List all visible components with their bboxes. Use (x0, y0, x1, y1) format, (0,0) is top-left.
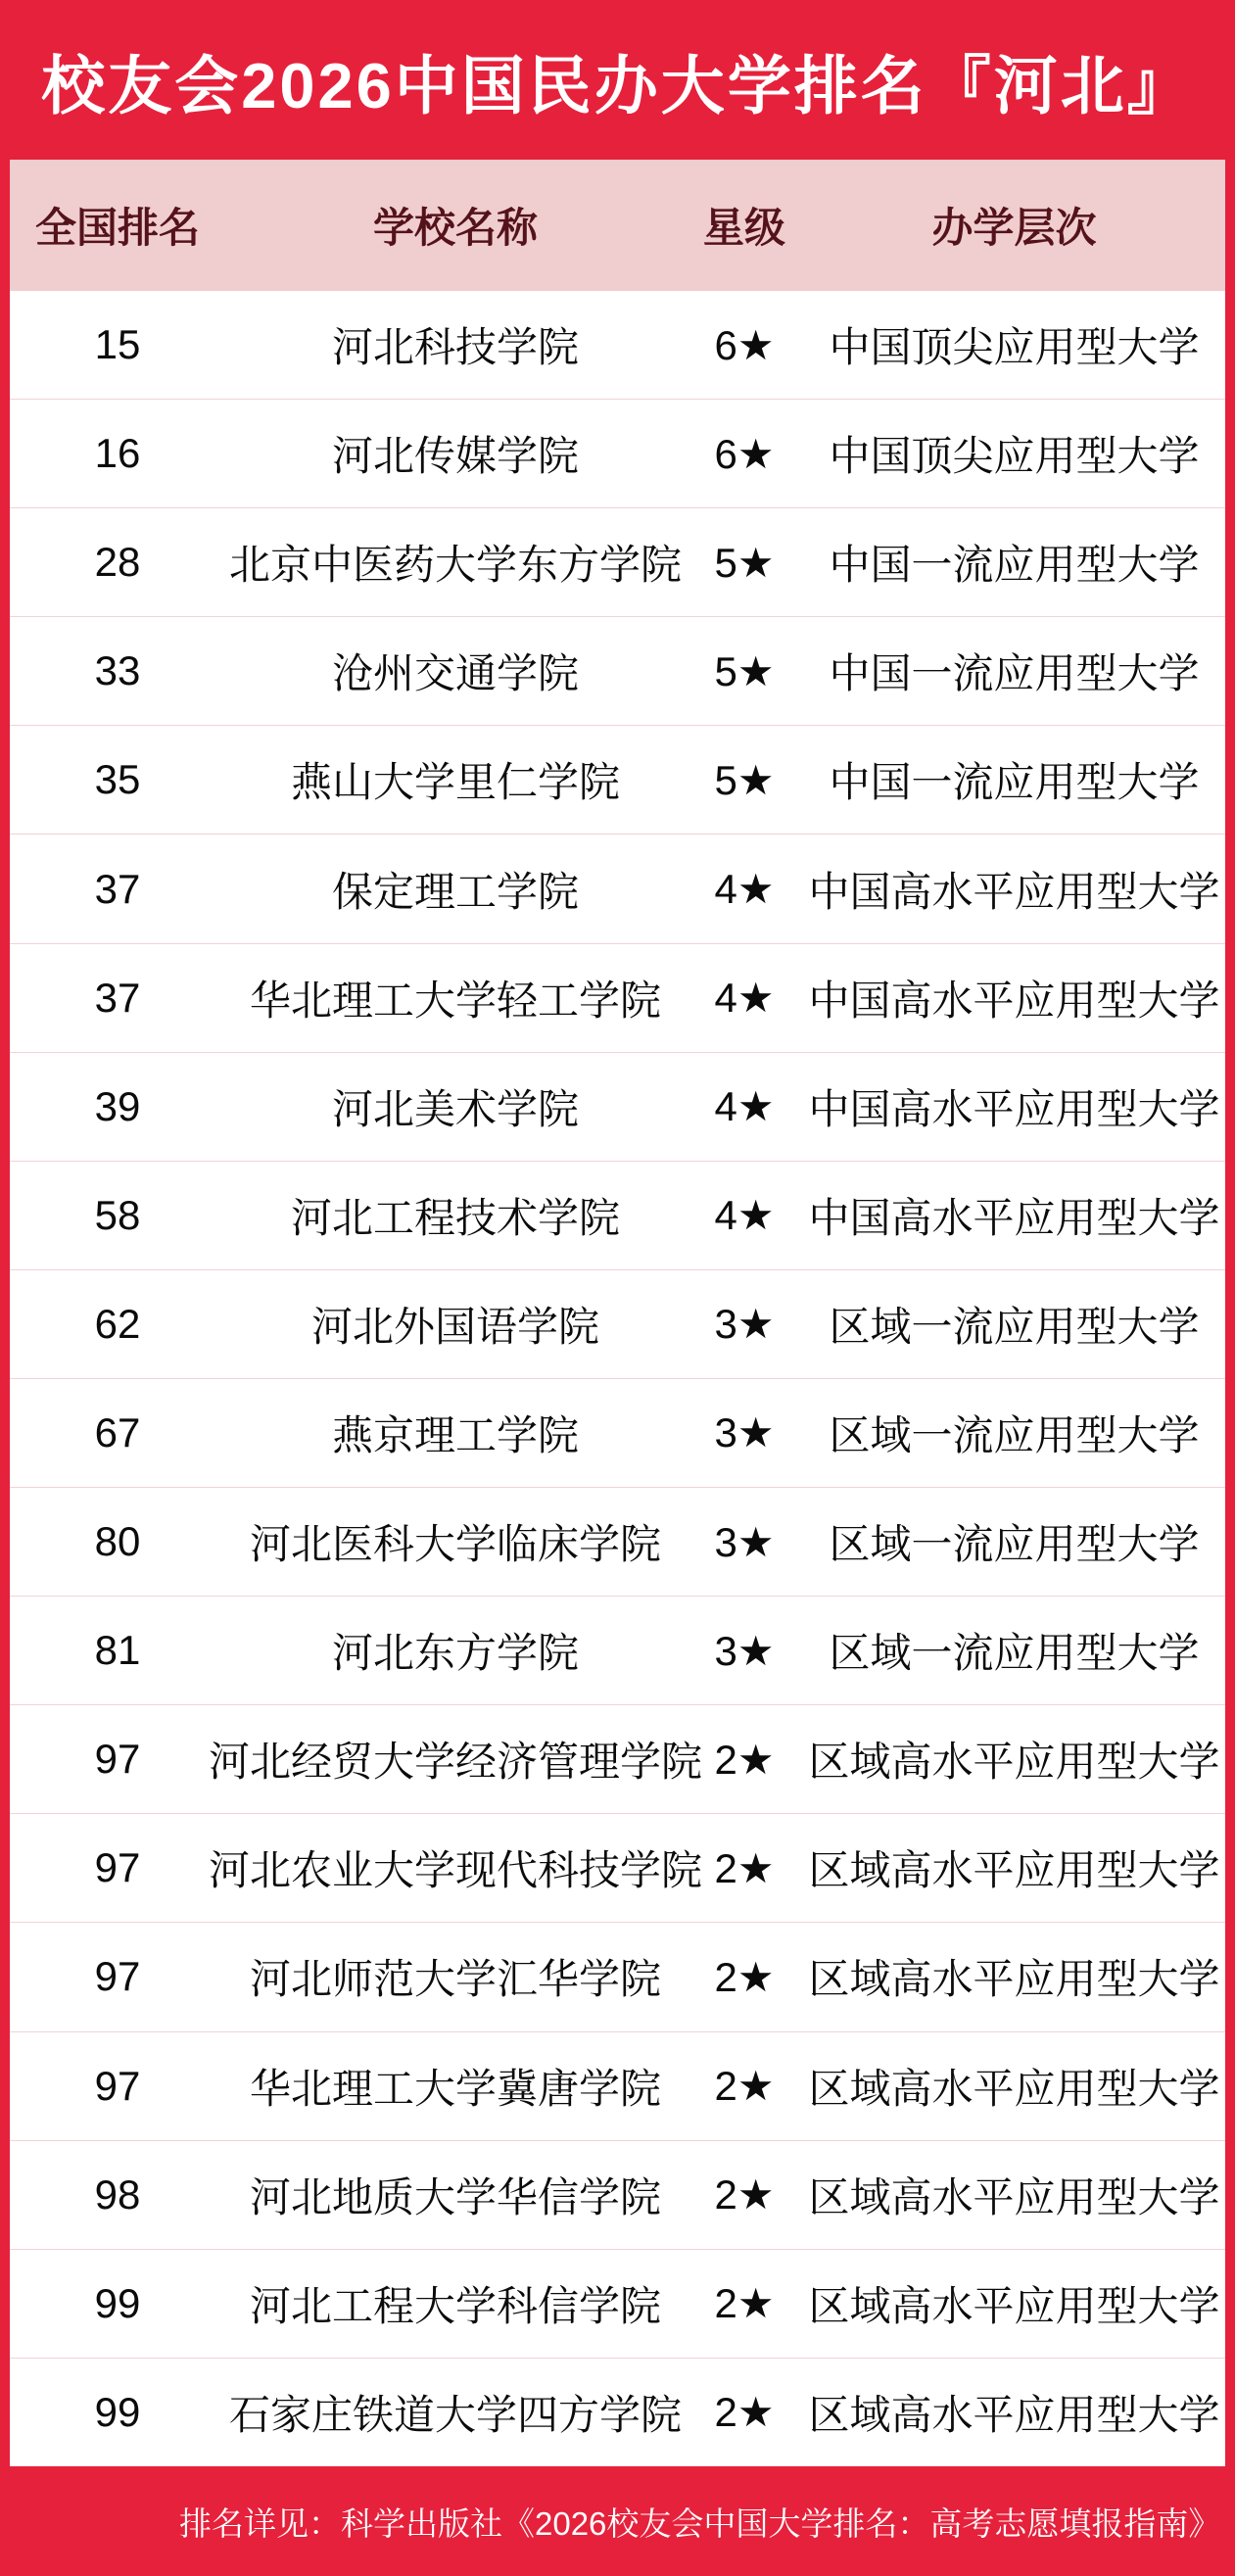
table-header-row (10, 160, 1225, 291)
header-cell-national-rank: 全国排名 (34, 205, 200, 251)
table-row (10, 2249, 1225, 2358)
cell-rank: 99 (94, 2279, 141, 2326)
cell-school-level: 区域高水平应用型大学 (808, 2065, 1220, 2112)
cell-school-level: 区域一流应用型大学 (829, 1303, 1200, 1350)
cell-school-level: 中国高水平应用型大学 (808, 1194, 1220, 1241)
cell-school-level: 中国高水平应用型大学 (808, 868, 1220, 915)
table-row (10, 2031, 1225, 2140)
cell-star-rating: 2★ (714, 2389, 775, 2436)
cell-rank: 35 (94, 756, 141, 803)
table-row (10, 1269, 1225, 1378)
cell-star-rating: 5★ (714, 756, 775, 803)
cell-school-level: 区域高水平应用型大学 (808, 2173, 1220, 2220)
cell-star-rating: 4★ (714, 866, 775, 913)
cell-rank: 97 (94, 1736, 141, 1783)
cell-school-level: 区域高水平应用型大学 (808, 1739, 1220, 1786)
cell-school-name: 华北理工大学轻工学院 (249, 977, 661, 1024)
cell-rank: 97 (94, 1953, 141, 2000)
cell-rank: 98 (94, 2171, 141, 2218)
cell-star-rating: 6★ (714, 321, 775, 368)
table-row (10, 943, 1225, 1052)
cell-star-rating: 2★ (714, 2063, 775, 2110)
table-row (10, 1704, 1225, 1813)
cell-school-name: 河北农业大学现代科技学院 (209, 1847, 703, 1894)
cell-school-name: 河北传媒学院 (331, 433, 579, 480)
table-row (10, 2140, 1225, 2249)
cell-school-name: 保定理工学院 (331, 868, 579, 915)
cell-school-name: 北京中医药大学东方学院 (228, 542, 682, 589)
cell-star-rating: 4★ (714, 1192, 775, 1239)
cell-school-level: 区域高水平应用型大学 (808, 2391, 1220, 2438)
cell-school-name: 华北理工大学冀唐学院 (249, 2065, 661, 2112)
table-row (10, 725, 1225, 834)
cell-school-name: 河北美术学院 (331, 1085, 579, 1132)
cell-school-level: 中国一流应用型大学 (829, 759, 1200, 806)
table-row (10, 2358, 1225, 2466)
cell-school-level: 中国顶尖应用型大学 (829, 324, 1200, 371)
title-band (0, 0, 1235, 160)
cell-school-name: 河北东方学院 (331, 1630, 579, 1677)
cell-star-rating: 4★ (714, 975, 775, 1022)
page-title: 校友会2026中国民办大学排名『河北』 (41, 49, 1194, 121)
cell-star-rating: 3★ (714, 1518, 775, 1565)
cell-school-name: 石家庄铁道大学四方学院 (228, 2391, 682, 2438)
cell-rank: 16 (94, 430, 141, 477)
cell-star-rating: 4★ (714, 1083, 775, 1130)
cell-star-rating: 5★ (714, 647, 775, 694)
table-row (10, 1813, 1225, 1922)
cell-school-name: 河北工程大学科信学院 (249, 2282, 661, 2329)
ranking-table (10, 160, 1225, 2466)
table-row (10, 399, 1225, 507)
cell-school-name: 河北经贸大学经济管理学院 (209, 1739, 703, 1786)
table-row (10, 291, 1225, 399)
cell-school-level: 中国一流应用型大学 (829, 650, 1200, 697)
cell-rank: 37 (94, 865, 141, 912)
cell-school-name: 燕山大学里仁学院 (290, 759, 620, 806)
cell-rank: 80 (94, 1518, 141, 1565)
cell-star-rating: 5★ (714, 539, 775, 586)
cell-rank: 39 (94, 1082, 141, 1129)
table-row (10, 1378, 1225, 1487)
cell-school-name: 沧州交通学院 (331, 650, 579, 697)
cell-rank: 97 (94, 1844, 141, 1891)
cell-school-name: 河北科技学院 (331, 324, 579, 371)
header-cell-star-rating: 星级 (702, 205, 785, 251)
cell-school-name: 河北地质大学华信学院 (249, 2173, 661, 2220)
table-body (10, 291, 1225, 2466)
cell-school-level: 区域一流应用型大学 (829, 1411, 1200, 1458)
cell-school-level: 中国高水平应用型大学 (808, 1085, 1220, 1132)
table-row (10, 1052, 1225, 1161)
cell-star-rating: 2★ (714, 2280, 775, 2327)
cell-star-rating: 2★ (714, 1736, 775, 1783)
cell-star-rating: 2★ (714, 2171, 775, 2218)
cell-rank: 28 (94, 539, 141, 586)
table-row (10, 834, 1225, 942)
cell-rank: 97 (94, 2062, 141, 2109)
cell-school-level: 区域一流应用型大学 (829, 1630, 1200, 1677)
cell-rank: 81 (94, 1627, 141, 1674)
cell-star-rating: 2★ (714, 1844, 775, 1891)
footer-band (0, 2466, 1235, 2576)
table-row (10, 1596, 1225, 1704)
cell-school-name: 河北工程技术学院 (290, 1194, 620, 1241)
table-row (10, 507, 1225, 616)
cell-school-level: 区域高水平应用型大学 (808, 2282, 1220, 2329)
cell-rank: 67 (94, 1408, 141, 1455)
cell-rank: 15 (94, 321, 141, 368)
cell-school-level: 区域高水平应用型大学 (808, 1847, 1220, 1894)
cell-star-rating: 3★ (714, 1627, 775, 1674)
cell-star-rating: 2★ (714, 1953, 775, 2000)
cell-rank: 33 (94, 647, 141, 694)
header-cell-school-name: 学校名称 (372, 205, 538, 251)
cell-star-rating: 3★ (714, 1409, 775, 1456)
cell-star-rating: 6★ (714, 430, 775, 477)
header-cell-school-level: 办学层次 (931, 205, 1097, 251)
table-row (10, 1922, 1225, 2030)
cell-school-level: 区域高水平应用型大学 (808, 1956, 1220, 2003)
cell-school-level: 中国一流应用型大学 (829, 542, 1200, 589)
cell-rank: 99 (94, 2388, 141, 2435)
table-row (10, 1487, 1225, 1596)
cell-school-name: 河北师范大学汇华学院 (249, 1956, 661, 2003)
cell-star-rating: 3★ (714, 1301, 775, 1348)
cell-rank: 62 (94, 1300, 141, 1347)
cell-school-level: 中国高水平应用型大学 (808, 977, 1220, 1024)
cell-school-name: 河北外国语学院 (310, 1303, 599, 1350)
cell-school-level: 区域一流应用型大学 (829, 1521, 1200, 1568)
cell-rank: 58 (94, 1191, 141, 1238)
table-row (10, 1161, 1225, 1269)
cell-rank: 37 (94, 974, 141, 1021)
cell-school-level: 中国顶尖应用型大学 (829, 433, 1200, 480)
cell-school-name: 河北医科大学临床学院 (249, 1521, 661, 1568)
table-row (10, 616, 1225, 725)
cell-school-name: 燕京理工学院 (331, 1411, 579, 1458)
footer-citation: 排名详见：科学出版社《2026校友会中国大学排名：高考志愿填报指南》 (179, 2504, 1221, 2542)
